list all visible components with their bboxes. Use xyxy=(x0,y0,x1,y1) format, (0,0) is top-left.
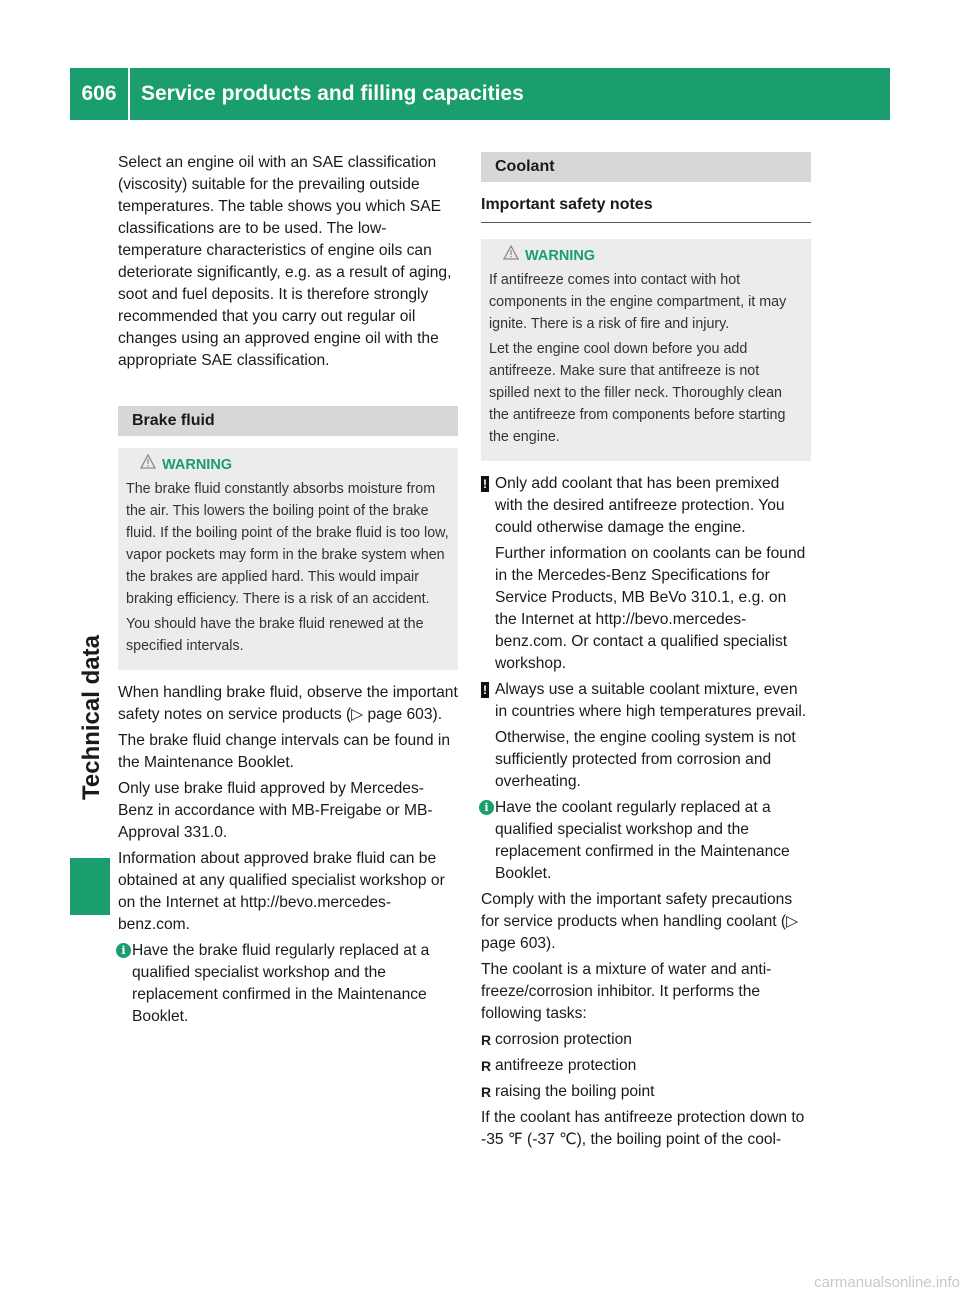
warning-label: WARNING xyxy=(525,248,596,264)
coolant-warning-box xyxy=(481,239,811,461)
note-text: Further information on coolants can be found in the Mercedes-Benz Specifications for Service Products, MB BeVo 310.1, e.g. on the Internet at http://bevo.mercedes-benz.com. Or contact a qualified specialist workshop. xyxy=(495,545,806,672)
exclamation-icon: ! xyxy=(483,683,487,697)
info-note-text: Have the coolant regularly replaced at a qualified specialist workshop and the replacement confirmed in the Maintenance Booklet. xyxy=(495,799,790,882)
info-icon: i xyxy=(479,800,494,815)
warning-header xyxy=(126,454,450,476)
info-note xyxy=(481,797,811,885)
paragraph: The brake fluid change intervals can be found in the Maintenance Booklet. xyxy=(118,732,451,771)
paragraph: Information about approved brake fluid can be obtained at any qualified specialist workshop or on the Internet at http://bevo.mercedes-benz.com. xyxy=(118,850,445,933)
info-icon: i xyxy=(116,943,131,958)
list-item-text: raising the boiling point xyxy=(495,1083,655,1100)
info-note xyxy=(118,940,458,1028)
note-text: Otherwise, the engine cooling system is not sufficiently protected from corrosion and overheating. xyxy=(495,729,796,790)
bullet-icon: R xyxy=(481,1084,492,1100)
warning-triangle-icon xyxy=(503,245,519,267)
list-item xyxy=(481,1081,811,1103)
list-item-text: corrosion protection xyxy=(495,1031,632,1048)
intro-paragraph: Select an engine oil with an SAE classification (viscosity) suitable for the prevailing outside temperatures. The table shows you which SAE classifications are to be used. The low-temperature characteristics of engine oils can deteriorate significantly, e.g. as a result of aging, soot and fuel deposits. It is therefore strongly recommended that you carry out regular oil changes using an approved engine oil with the appropriate SAE classification. xyxy=(118,154,452,369)
list-item xyxy=(481,1029,811,1051)
warning-header xyxy=(489,245,803,267)
side-tab-label: Technical data xyxy=(78,635,105,800)
note-text: Always use a suitable coolant mixture, even in countries where high temperatures prevail. xyxy=(495,681,807,720)
paragraph: If the coolant has antifreeze protection down to -35 ℉ (-37 ℃), the boiling point of the cool- xyxy=(481,1109,805,1148)
list-item xyxy=(481,1055,811,1077)
warning-text: If antifreeze comes into contact with hot components in the engine compartment, it may ignite. There is a risk of fire and injury. xyxy=(489,272,787,332)
paragraph: Comply with the important safety precautions for service products when handling coolant (▷ page 603). xyxy=(481,891,799,952)
safety-notes-heading: Important safety notes xyxy=(481,194,811,223)
list-item-text: antifreeze protection xyxy=(495,1057,637,1074)
page-number: 606 xyxy=(81,82,117,105)
page-title: Service products and filling capacities xyxy=(141,82,524,105)
header-divider xyxy=(128,68,130,120)
caution-note xyxy=(481,473,811,675)
exclamation-icon: ! xyxy=(483,477,487,491)
bullet-icon: R xyxy=(481,1032,492,1048)
bullet-icon: R xyxy=(481,1058,492,1074)
side-tab-marker xyxy=(70,858,110,915)
paragraph: The coolant is a mixture of water and anti-freeze/corrosion inhibitor. It performs the following tasks: xyxy=(481,961,772,1022)
brake-fluid-heading: Brake fluid xyxy=(118,406,458,436)
warning-text: The brake fluid constantly absorbs moisture from the air. This lowers the boiling point of the brake fluid. If the boiling point of the brake fluid is too low, vapor pockets may form in the brake system when the brakes are applied hard. This would impair braking efficiency. There is a risk of an accident. xyxy=(126,481,449,607)
warning-label: WARNING xyxy=(162,457,233,473)
watermark: carmanualsonline.info xyxy=(814,1274,960,1291)
coolant-heading: Coolant xyxy=(481,152,811,182)
warning-text: Let the engine cool down before you add antifreeze. Make sure that antifreeze is not spilled next to the filler neck. Thoroughly clean the antifreeze from components before starting the engine. xyxy=(489,341,786,445)
brake-warning-box xyxy=(118,448,458,670)
paragraph: When handling brake fluid, observe the important safety notes on service products (▷ page 603). xyxy=(118,684,458,723)
right-column xyxy=(481,152,811,1155)
info-note-text: Have the brake fluid regularly replaced at a qualified specialist workshop and the replacement confirmed in the Maintenance Booklet. xyxy=(132,942,430,1025)
note-text: Only add coolant that has been premixed with the desired antifreeze protection. You could otherwise damage the engine. xyxy=(495,475,785,536)
warning-text: You should have the brake fluid renewed at the specified intervals. xyxy=(126,616,424,654)
paragraph: Only use brake fluid approved by Mercedes-Benz in accordance with MB-Freigabe or MB-Approval 331.0. xyxy=(118,780,433,841)
left-column xyxy=(118,152,458,1032)
caution-note xyxy=(481,679,811,793)
warning-triangle-icon xyxy=(140,454,156,476)
